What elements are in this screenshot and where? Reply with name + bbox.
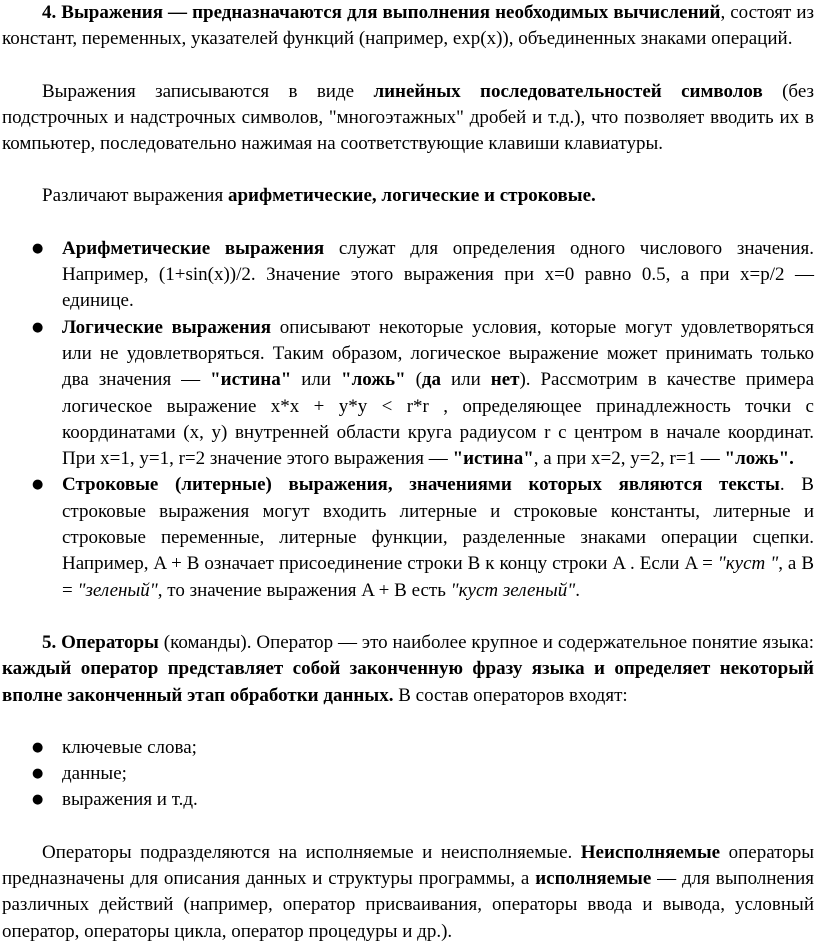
list-item-text: выражения и т.д. bbox=[62, 789, 198, 811]
emphasis-text: исполняемые bbox=[535, 868, 652, 890]
list-item-text: данные; bbox=[62, 763, 127, 785]
list-item-term: Логические выражения bbox=[62, 316, 271, 338]
expression-kinds-paragraph bbox=[2, 183, 814, 209]
list-item-text: или bbox=[291, 369, 342, 391]
bullet-icon: ● bbox=[32, 766, 44, 782]
list-item-text: , то значение выражения A + B есть bbox=[157, 579, 451, 601]
emphasis-text: "ложь". bbox=[724, 448, 794, 470]
italic-text: "зеленый" bbox=[77, 579, 158, 601]
section-5-paragraph bbox=[2, 630, 814, 709]
bullet-icon: ● bbox=[32, 477, 44, 493]
expression-types-list bbox=[2, 236, 814, 604]
operator-types-paragraph bbox=[2, 840, 814, 945]
list-item-text: ). Рассмотрим в качестве примера логическое выражение x*x + y*y < r*r , определяющее принадлежность точки с координатами (x, y) внутренней области круга радиусом r с центром в начале координат. При x=1, y=1, r=2 значение этого выражения — bbox=[62, 369, 815, 470]
list-item-text: ( bbox=[405, 369, 422, 391]
list-item-arithmetic bbox=[2, 236, 814, 315]
paragraph-text: Выражения записываются в виде bbox=[42, 80, 374, 102]
bullet-icon: ● bbox=[32, 739, 44, 755]
paragraph-text: (команды). Оператор — это наиболее крупное и содержательное понятие языка: bbox=[158, 631, 815, 653]
linear-sequence-paragraph bbox=[2, 79, 814, 158]
section-5-heading bbox=[42, 632, 159, 653]
paragraph-text: — для выполнения различных действий (например, оператор присваивания, операторы ввода и вывода, условный оператор, операторы цикла, оператор процедуры и др.). bbox=[2, 868, 815, 942]
paragraph-text: Различают выражения bbox=[42, 185, 228, 207]
emphasis-text: "истина" bbox=[452, 448, 534, 470]
list-item-text: служат для определения одного числового значения. Например, (1+sin(x))/2. Значение этого выражения при x=0 равно 0.5, а при x=p/2 — единице. bbox=[62, 237, 814, 312]
document-body bbox=[2, 0, 814, 945]
list-item-text: . bbox=[575, 579, 580, 601]
italic-text: "куст зеленый" bbox=[450, 579, 576, 601]
list-item-term: Арифметические выражения bbox=[62, 237, 325, 259]
emphasis-text: "истина" bbox=[210, 369, 292, 391]
section-5-title: Операторы bbox=[61, 631, 159, 653]
list-item-text: . В строковые выражения могут входить литерные и строковые константы, литерные и строковые переменные, литерные функции, разделенные знаками операции сцепки. Например, A + B означает присоединение строки B к концу строки A . Если A = bbox=[62, 474, 814, 575]
emphasis-text: "ложь" bbox=[341, 369, 406, 391]
paragraph-text: Операторы подразделяются на исполняемые и неисполняемые. bbox=[42, 841, 581, 863]
section-4-title: Выражения — предназначаются для выполнения необходимых вычислений bbox=[61, 2, 721, 23]
paragraph-text: операторы предназначены для описания данных и структуры программы, а bbox=[2, 841, 814, 890]
emphasis-text: каждый оператор представляет собой законченную фразу языка и определяет некоторый вполне законченный этап обработки данных. bbox=[2, 658, 814, 706]
operator-contents-list bbox=[2, 735, 814, 814]
section-4-heading bbox=[42, 2, 720, 23]
emphasis-text: Неисполняемые bbox=[580, 841, 721, 863]
emphasis-text: да bbox=[421, 369, 442, 391]
list-item bbox=[2, 761, 814, 787]
list-item-logical bbox=[2, 315, 814, 473]
section-5-number: 5. bbox=[42, 631, 57, 653]
bullet-icon: ● bbox=[32, 240, 44, 256]
list-item bbox=[2, 787, 814, 813]
section-4-number: 4. bbox=[42, 2, 57, 23]
list-item-text: , а при x=2, y=2, r=1 — bbox=[533, 448, 725, 470]
list-item-text: описывают некоторые условия, которые могут удовлетворяться или не удовлетворяться. Таким образом, логическое выражение может принимать только два значения — bbox=[62, 316, 814, 391]
bullet-icon: ● bbox=[32, 792, 44, 808]
section-4-paragraph bbox=[2, 0, 814, 53]
emphasis-text: нет bbox=[490, 369, 520, 391]
list-item-string bbox=[2, 472, 814, 603]
list-item-text: ключевые слова; bbox=[62, 736, 197, 758]
section-4-text: , состоят из констант, переменных, указателей функций (например, exp(x)), объединенных знаками операций. bbox=[2, 2, 815, 50]
list-item bbox=[2, 735, 814, 761]
italic-text: "куст " bbox=[717, 553, 779, 575]
emphasis-text: линейных последовательностей символов bbox=[373, 80, 763, 102]
paragraph-text: (без подстрочных и надстрочных символов, "многоэтажных" дробей и т.д.), что позволяет вводить их в компьютер, последовательно нажимая на соответствующие клавиши клавиатуры. bbox=[2, 80, 814, 155]
list-item-term: Строковые (литерные) выражения, значениями которых являются тексты bbox=[62, 474, 780, 496]
emphasis-text: арифметические, логические и строковые. bbox=[227, 185, 596, 207]
list-item-text: , а B = bbox=[62, 553, 814, 601]
paragraph-text: В состав операторов входят: bbox=[393, 684, 628, 706]
bullet-icon: ● bbox=[32, 319, 44, 335]
list-item-text: или bbox=[441, 369, 491, 391]
